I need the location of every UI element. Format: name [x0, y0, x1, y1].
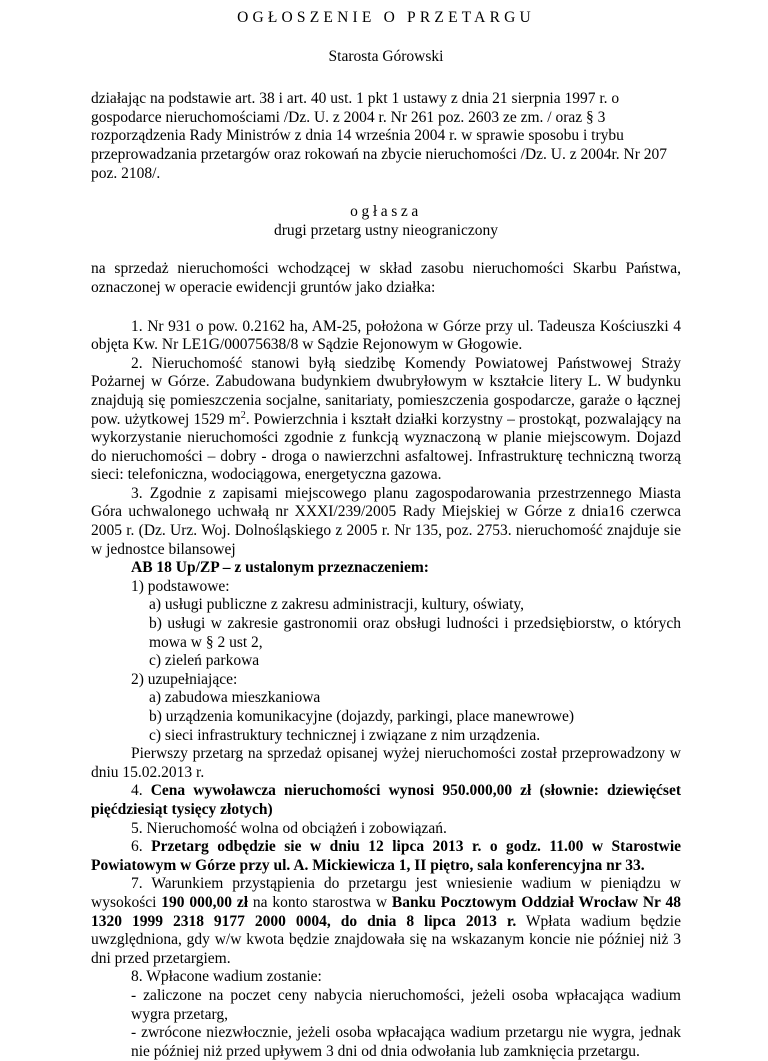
list-item: - zaliczone na poczet ceny nabycia nieruchomości, jeżeli osoba wpłacająca wadium wygra przetarg,	[131, 986, 681, 1023]
list-item: a) zabudowa mieszkaniowa	[149, 689, 321, 707]
list-item: b) urządzenia komunikacyjne (dojazdy, parkingi, place manewrowe)	[149, 708, 575, 725]
zone-designation: AB 18 Up/ZP – z ustalonym przeznaczeniem:	[131, 559, 429, 577]
announces-heading: ogłasza	[350, 203, 422, 221]
legal-basis: działając na podstawie art. 38 i art. 40 ust. 1 pkt 1 ustawy z dnia 21 sierpnia 1997 r. o gospodarce nieruchomościami /Dz. U. z 2004 r. Nr 261 poz. 2603 ze zm. / oraz § 3 rozporządzenia Rady Ministrów z dnia 14 września 2004 r. w sprawie sposobu i trybu przeprowadzania przetargów oraz rokowań na zbycie nieruchomości /Dz. U. z 2004r. Nr 207 poz. 2108/.	[91, 90, 668, 182]
point-1: 1. Nr 931 o pow. 0.2162 ha, AM-25, położona w Górze przy ul. Tadeusza Kościuszki 4 objęta Kw. Nr LE1G/00075638/8 w Sądzie Rejonowym w Głogowie.	[91, 317, 681, 354]
point-5: 5. Nieruchomość wolna od obciążeń i zobowiązań.	[131, 819, 447, 837]
list-item: c) zieleń parkowa	[149, 652, 260, 670]
list-item: - zwrócone niezwłocznie, jeżeli osoba wpłacająca wadium przetargu nie wygra, jednak nie później niż przed upływem 3 dni od dnia odwołania lub zamknięcia przetargu.	[131, 1024, 681, 1060]
document-page	[0, 9, 768, 1060]
point-6: 6. Przetarg odbędzie sie w dniu 12 lipca 2013 r. o godz. 11.00 w Starostwie Powiatowym w Górze przy ul. A. Mickiewicza 1, II piętro, sala konferencyjna nr 33.	[91, 838, 682, 874]
list-item: a) usługi publiczne z zakresu administracji, kultury, oświaty,	[149, 596, 525, 614]
document-title: OGŁOSZENIE O PRZETARGU	[237, 9, 535, 26]
list-item: c) sieci infrastruktury technicznej i związane z nim urządzenia.	[149, 726, 541, 744]
list-item: b) usługi w zakresie gastronomii oraz obsługi ludności i przedsiębiorstw, o których mowa w § 2 ust 2,	[149, 615, 681, 651]
tender-type: drugi przetarg ustny nieograniczony	[274, 221, 498, 239]
basic-label: 1) podstawowe:	[131, 577, 230, 595]
supplementary-label: 2) uzupełniające:	[131, 670, 238, 688]
point-7: 7. Warunkiem przystąpienia do przetargu jest wniesienie wadium w pieniądzu w wysokości 190 000,00 zł na konto starostwa w Banku Pocztowym Oddział Wrocław Nr 48 1320 1999 2318 9177 2000 0004, do dnia 8 lipca 2013 r. Wpłata wadium będzie uwzględniona, gdy w/w kwota będzie znajdowała się na wskazanym koncie nie później niż 3 dni przed przetargiem.	[91, 875, 681, 967]
intro-paragraph: na sprzedaż nieruchomości wchodzącej w skład zasobu nieruchomości Skarbu Państwa, oznaczonej w operacie ewidencji gruntów jako działka:	[91, 260, 681, 296]
point-3: 3. Zgodnie z zapisami miejscowego planu zagospodarowania przestrzennego Miasta Góra uchwalonego uchwałą nr XXXI/239/2005 Rady Miejskiej w Górze z dnia16 czerwca 2005 r. (Dz. Urz. Woj. Dolnośląskiego z 2005 r. Nr 135, poz. 2753. nieruchomość znajduje sie w jednostce bilansowej	[91, 484, 681, 558]
point-2: 2. Nieruchomość stanowi byłą siedzibę Komendy Powiatowej Państwowej Straży Pożarnej w Górze. Zabudowana budynkiem dwubryłowym w kształcie litery L. W budynku znajdują się pomieszczenia socjalne, sanitariaty, pomieszczenia gospodarcze, garaże o łącznej pow. użytkowej 1529 $m^2$. Powierzchnia i kształt działki korzystny – prostokąt, pozwalający na wykorzystanie nieruchomości zgodnie z funkcją wyznaczoną w planie miejscowym. Dojazd do nieruchomości – dobry - droga o nawierzchni asfaltowej. Infrastrukturę techniczną tworzą sieci: telefoniczna, wodociągowa, energetyczna gazowa.	[91, 354, 682, 484]
point-4: 4. Cena wywoławcza nieruchomości wynosi 950.000,00 zł (słownie: dziewięćset pięćdziesiąt tysięcy złotych)	[91, 782, 682, 818]
first-tender-note: Pierwszy przetarg na sprzedaż opisanej wyżej nieruchomości został przeprowadzony w dniu 15.02.2013 r.	[91, 745, 681, 781]
point-8: 8. Wpłacone wadium zostanie:	[131, 968, 322, 986]
authority: Starosta Górowski	[328, 47, 444, 65]
